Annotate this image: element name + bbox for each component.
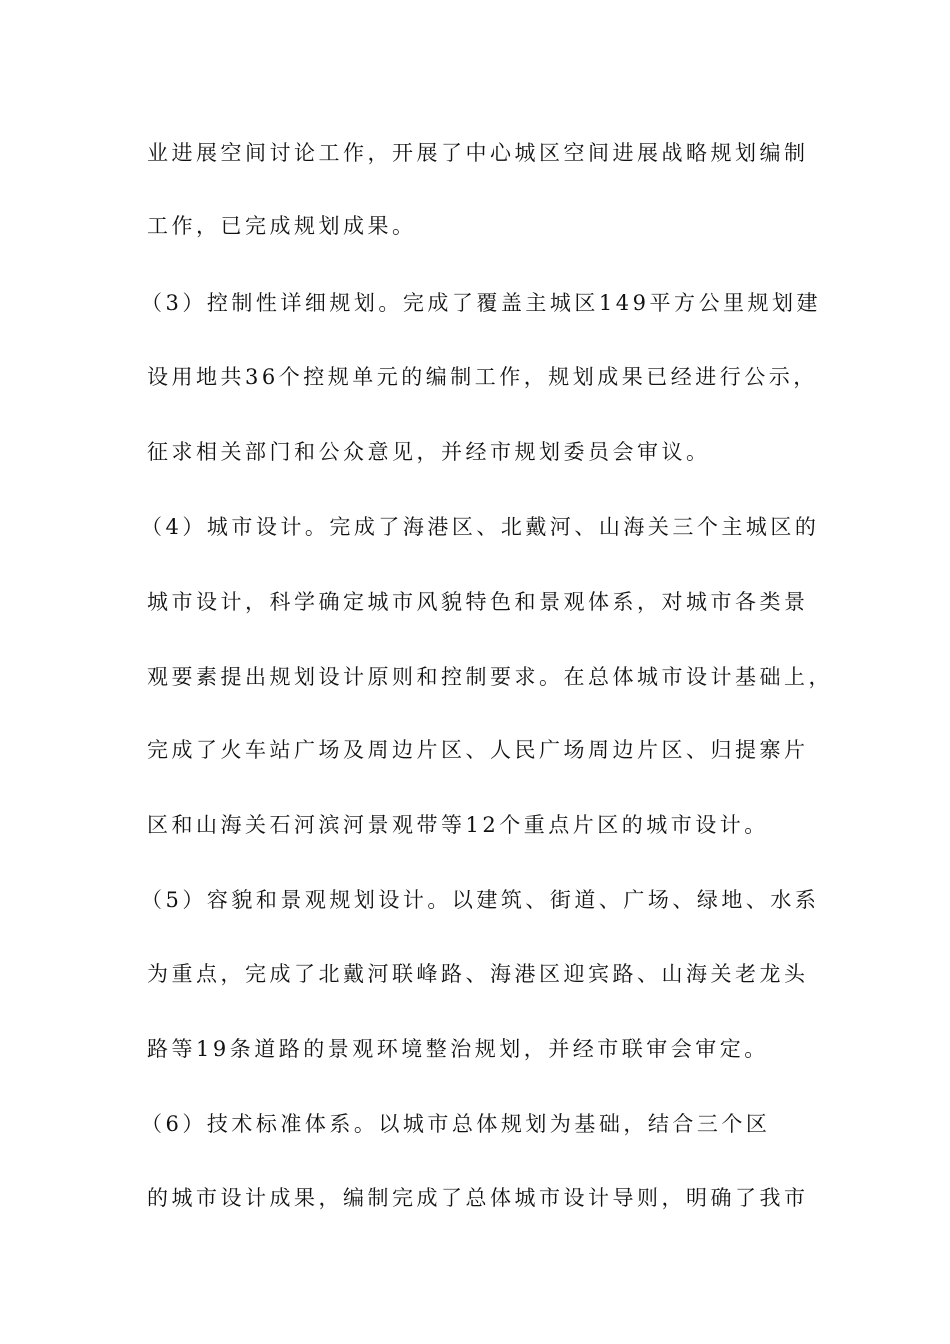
text-line-4: 设用地共36个控规单元的编制工作，规划成果已经进行公示， xyxy=(147,365,818,389)
text-line-2: 工作，已完成规划成果。 xyxy=(147,214,417,238)
text-line-11: （5）容貌和景观规划设计。以建筑、街道、广场、绿地、水系 xyxy=(141,888,820,912)
text-line-1: 业进展空间讨论工作，开展了中心城区空间进展战略规划编制 xyxy=(147,141,809,165)
text-line-8: 观要素提出规划设计原则和控制要求。在总体城市设计基础上， xyxy=(147,665,833,689)
text-line-3: （3）控制性详细规划。完成了覆盖主城区149平方公里规划建 xyxy=(141,291,821,315)
text-line-12: 为重点，完成了北戴河联峰路、海港区迎宾路、山海关老龙头 xyxy=(147,962,809,986)
text-line-6: （4）城市设计。完成了海港区、北戴河、山海关三个主城区的 xyxy=(141,515,820,539)
text-line-13: 路等19条道路的景观环境整治规划，并经市联审会审定。 xyxy=(147,1037,769,1061)
text-line-5: 征求相关部门和公众意见，并经市规划委员会审议。 xyxy=(147,440,711,464)
text-line-10: 区和山海关石河滨河景观带等12个重点片区的城市设计。 xyxy=(147,813,769,837)
text-line-15: 的城市设计成果，编制完成了总体城市设计导则，明确了我市 xyxy=(147,1186,809,1210)
text-line-7: 城市设计，科学确定城市风貌特色和景观体系，对城市各类景 xyxy=(147,590,809,614)
text-line-14: （6）技术标准体系。以城市总体规划为基础，结合三个区 xyxy=(141,1112,771,1136)
text-line-9: 完成了火车站广场及周边片区、人民广场周边片区、归提寨片 xyxy=(147,738,809,762)
